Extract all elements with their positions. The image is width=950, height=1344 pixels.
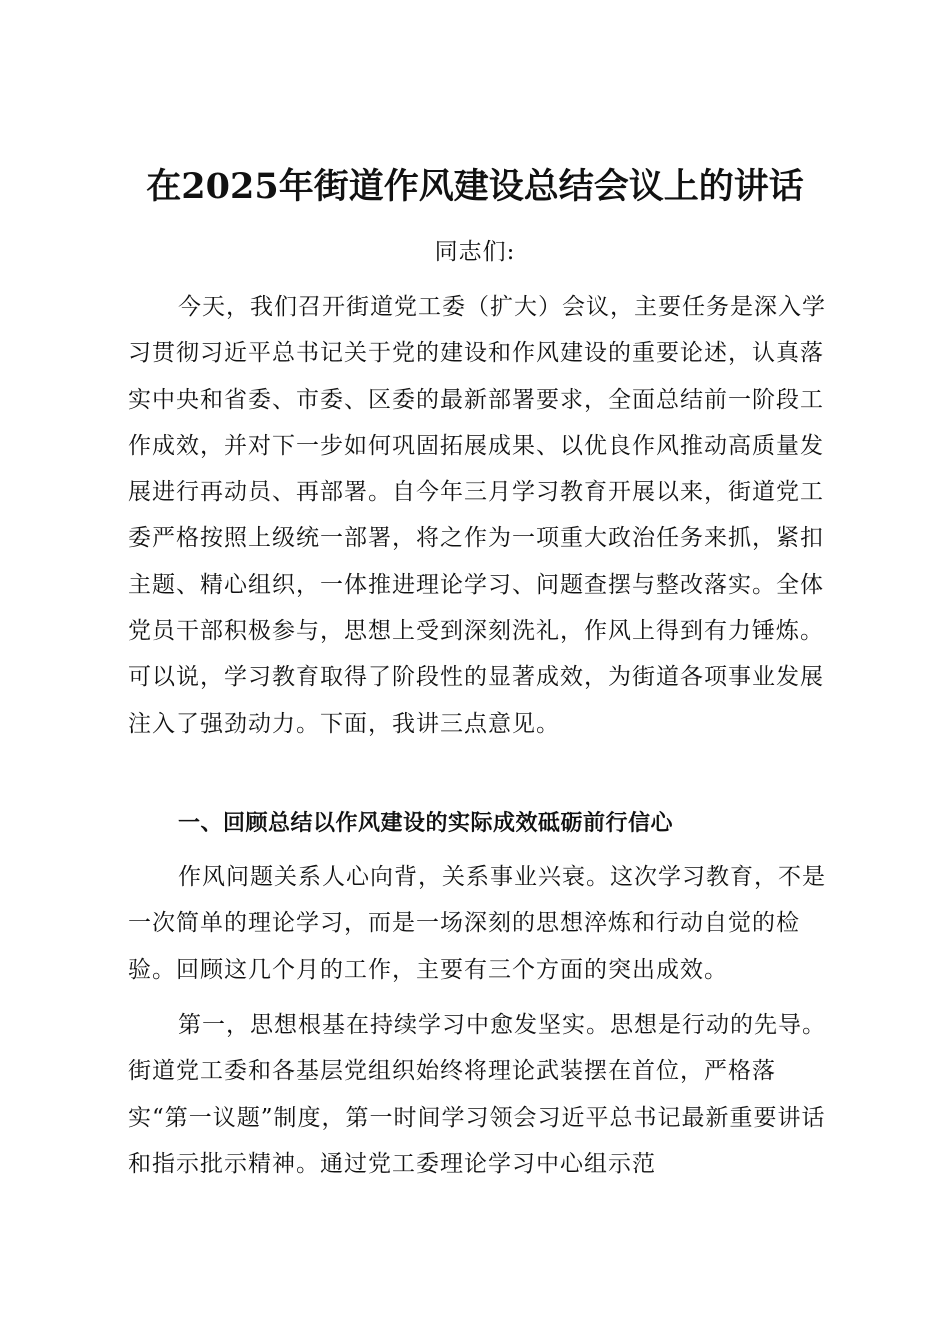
paragraph-point-1: 第一，思想根基在持续学习中愈发坚实。思想是行动的先导。街道党工委和各基层党组织始终将理论武装摆在首位，严格落实“第一议题”制度，第一时间学习领会习近平总书记最新重要讲话和指示批示精神。通过党工委理论学习中心组示范	[128, 1012, 826, 1177]
paragraph-intro: 今天，我们召开街道党工委（扩大）会议，主要任务是深入学习贯彻习近平总书记关于党的建设和作风建设的重要论述，认真落实中央和省委、市委、区委的最新部署要求，全面总结前一阶段工作成效，并对下一步如何巩固拓展成果、以优良作风推动高质量发展进行再动员、再部署。自今年三月学习教育开展以来，街道党工委严格按照上级统一部署，将之作为一项重大政治任务来抓，紧扣主题、精心组织，一体推进理论学习、问题查摆与整改落实。全体党员干部积极参与，思想上受到深刻洗礼，作风上得到有力锤炼。可以说，学习教育取得了阶段性的显著成效，为街道各项事业发展注入了强劲动力。下面，我讲三点意见。	[128, 294, 826, 737]
paragraph-section-1-intro: 作风问题关系人心向背，关系事业兴衰。这次学习教育，不是一次简单的理论学习，而是一场深刻的思想淬炼和行动自觉的检验。回顾这几个月的工作，主要有三个方面的突出成效。	[128, 864, 826, 983]
salutation: 同志们:	[434, 239, 516, 265]
document-title: 在2025年街道作风建设总结会议上的讲话	[146, 166, 804, 207]
section-heading-1: 一、回顾总结以作风建设的实际成效砥砺前行信心	[178, 811, 674, 836]
